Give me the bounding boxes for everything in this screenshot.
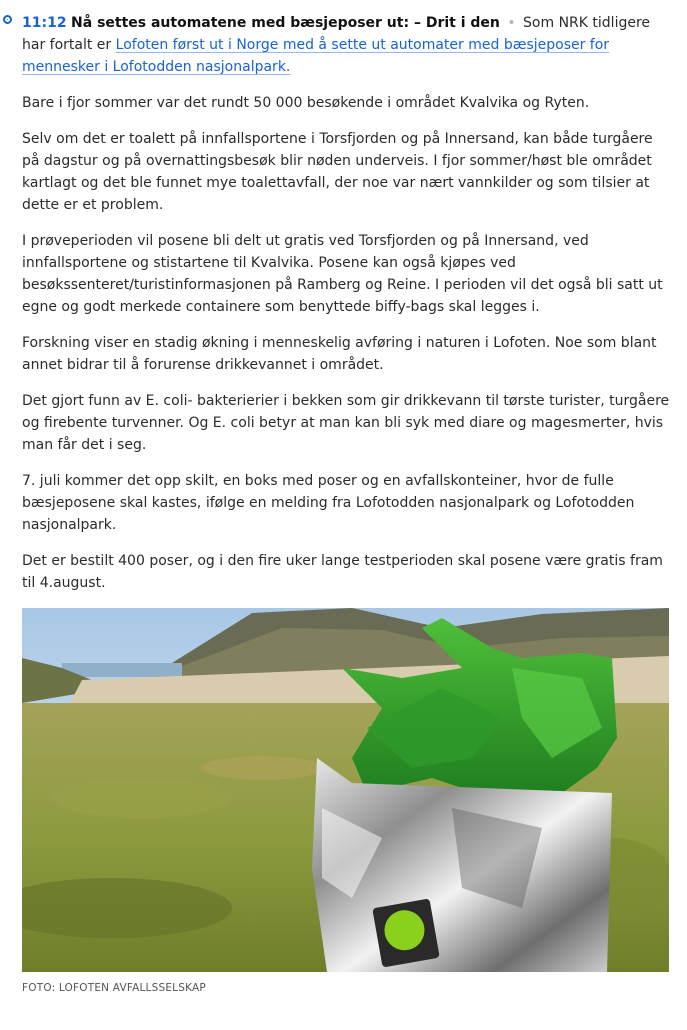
paragraph: Bare i fjor sommer var det rundt 50 000 besøkende i området Kvalvika og Ryten.	[22, 95, 590, 111]
separator-dot: •	[507, 15, 516, 31]
entry-time: 11:12	[22, 15, 67, 31]
photo-caption: FOTO: LOFOTEN AVFALLSSELSKAP	[22, 982, 206, 994]
paragraph: Det gjort funn av E. coli- bakterierier i bekken som gir drikkevann til tørste turister, turgåere og firebente turvenner. Og E. coli betyr at man kan bli syk med diare og magesmerter, hvis man får det i seg.	[22, 393, 670, 453]
lead-text: Som NRK tidligere har fortalt er	[22, 15, 651, 53]
paragraph: Selv om det er toalett på innfallsportene i Torsfjorden og på Innersand, kan både turgåere på dagstur og på overnattingsbesøk blir nøden underveis. I fjor sommer/høst ble området kartlagt og det ble funnet mye toalettavfall, der noe var nært vannkilder og som tilsier at dette er et problem.	[22, 131, 653, 213]
paragraph: 7. juli kommer det opp skilt, en boks med poser og en avfallskonteiner, hvor de fulle bæsjeposene skal kastes, ifølge en melding fra Lofotodden nasjonalpark og Lofotodden nasjonalpark.	[22, 473, 635, 533]
entry-headline: Nå settes automatene med bæsjeposer ut: – Drit i den	[71, 15, 500, 31]
timeline-dot-icon	[3, 15, 12, 24]
article-photo	[22, 608, 669, 972]
paragraph: Forskning viser en stadig økning i menneskelig avføring i naturen i Lofoten. Noe som blant annet bidrar til å forurense drikkevannet i området.	[22, 335, 657, 373]
paragraph: I prøveperioden vil posene bli delt ut gratis ved Torsfjorden og på Innersand, ved innfallsportene og stistartene til Kvalvika. Posene kan også kjøpes ved besøkssenteret/turistinformasjonen på Ramberg og Reine. I perioden vil det også bli satt ut egne og godt merkede containere som benyttede biffy-bags skal legges i.	[22, 233, 663, 315]
lofoten-article-link[interactable]: Lofoten først ut i Norge med å sette ut automater med bæsjeposer for mennesker i Lofotodden nasjonalpark.	[22, 37, 610, 75]
entry-lead	[22, 12, 671, 78]
paragraph: Det er bestilt 400 poser, og i den fire uker lange testperioden skal posene være gratis fram til 4.august.	[22, 553, 663, 591]
